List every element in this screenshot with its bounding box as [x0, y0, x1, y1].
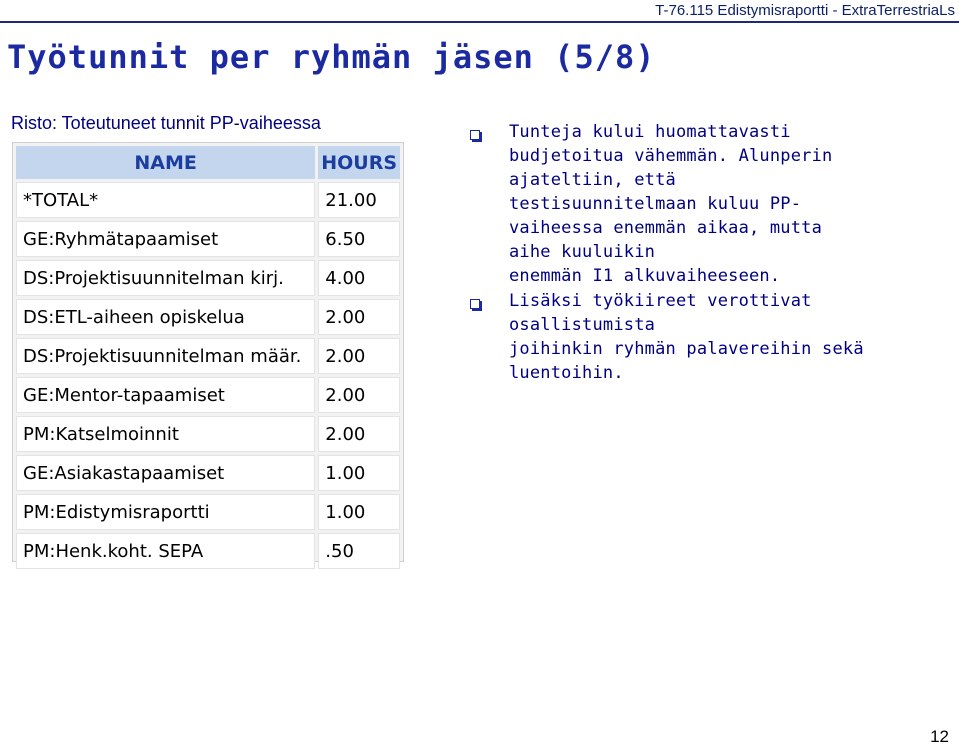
square-bullet-icon [470, 130, 480, 140]
bullet-line: ajateltiin, että [509, 170, 676, 190]
slide-title: Työtunnit per ryhmän jäsen (5/8) [7, 38, 656, 76]
row-name-cell: GE:Ryhmätapaamiset [16, 221, 315, 257]
table-row [16, 455, 400, 491]
table-row [16, 221, 400, 257]
row-hours-cell: 4.00 [318, 260, 400, 296]
bullet-line: budjetoitua vähemmän. Alunperin [509, 146, 833, 166]
slide-header [0, 0, 959, 22]
row-name-cell: GE:Mentor-tapaamiset [16, 377, 315, 413]
header-divider [0, 21, 959, 23]
bullet-line: Lisäksi työkiireet verottivat [509, 291, 812, 311]
hours-table-container [12, 142, 404, 562]
column-header-name: NAME [16, 146, 315, 179]
row-hours-cell: 6.50 [318, 221, 400, 257]
bullet-text [509, 120, 832, 288]
table-header-row [16, 146, 400, 179]
table-row [16, 338, 400, 374]
row-name-cell: GE:Asiakastapaamiset [16, 455, 315, 491]
bullet-line: enemmän I1 alkuvaiheeseen. [509, 266, 781, 286]
bullet-line: testisuunnitelmaan kuluu PP- [509, 194, 802, 214]
row-name-cell: DS:ETL-aiheen opiskelua [16, 299, 315, 335]
table-row [16, 494, 400, 530]
row-name-cell: *TOTAL* [16, 182, 315, 218]
bullet-list [470, 120, 950, 386]
row-hours-cell: 2.00 [318, 377, 400, 413]
bullet-item [470, 289, 950, 385]
table-row [16, 299, 400, 335]
page-number: 12 [930, 727, 949, 746]
bullet-text [509, 289, 864, 385]
bullet-line: Tunteja kului huomattavasti [509, 122, 791, 142]
row-hours-cell: 1.00 [318, 455, 400, 491]
row-hours-cell: 1.00 [318, 494, 400, 530]
row-hours-cell: 2.00 [318, 416, 400, 452]
table-row [16, 533, 400, 569]
table-caption: Risto: Toteutuneet tunnit PP-vaiheessa [11, 113, 321, 133]
row-name-cell: DS:Projektisuunnitelman kirj. [16, 260, 315, 296]
row-hours-cell: .50 [318, 533, 400, 569]
table-row [16, 260, 400, 296]
bullet-item [470, 120, 950, 288]
row-name-cell: PM:Katselmoinnit [16, 416, 315, 452]
bullet-line: joihinkin ryhmän palavereihin sekä [509, 339, 864, 359]
row-name-cell: DS:Projektisuunnitelman määr. [16, 338, 315, 374]
table-row [16, 182, 400, 218]
row-hours-cell: 2.00 [318, 299, 400, 335]
bullet-line: luentoihin. [509, 363, 624, 383]
table-row [16, 416, 400, 452]
column-header-hours: HOURS [318, 146, 400, 179]
square-bullet-icon [470, 299, 480, 309]
row-hours-cell: 2.00 [318, 338, 400, 374]
course-header-text: T-76.115 Edistymisraportti - ExtraTerrestriaLs [655, 2, 955, 19]
bullet-line: vaiheessa enemmän aikaa, mutta [509, 218, 823, 238]
row-name-cell: PM:Edistymisraportti [16, 494, 315, 530]
row-hours-cell: 21.00 [318, 182, 400, 218]
hours-table [13, 143, 403, 572]
bullet-line: osallistumista [509, 315, 656, 335]
table-row [16, 377, 400, 413]
bullet-line: aihe kuuluikin [509, 242, 656, 262]
row-name-cell: PM:Henk.koht. SEPA [16, 533, 315, 569]
